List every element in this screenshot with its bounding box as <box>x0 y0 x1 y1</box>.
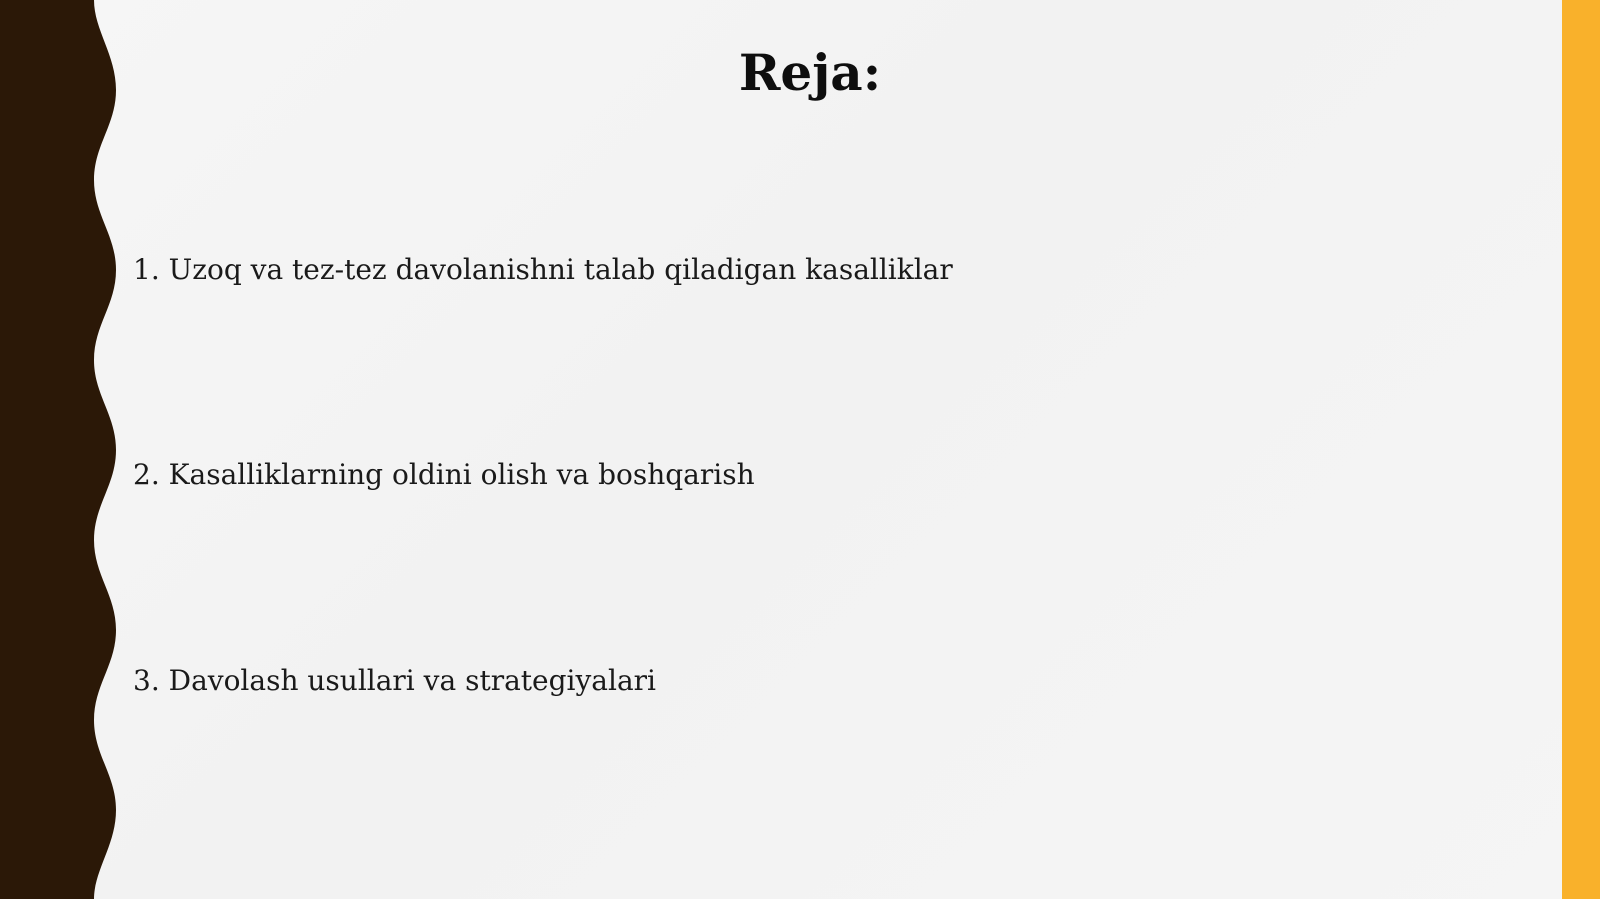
agenda-item-1: 1. Uzoq va tez-tez davolanishni talab qiladigan kasalliklar <box>133 253 953 286</box>
left-wave-border <box>0 0 120 899</box>
right-accent-bar <box>1562 0 1600 899</box>
agenda-item-3: 3. Davolash usullari va strategiyalari <box>133 664 656 697</box>
agenda-item-2: 2. Kasalliklarning oldini olish va boshqarish <box>133 458 755 491</box>
slide-title: Reja: <box>738 43 882 102</box>
